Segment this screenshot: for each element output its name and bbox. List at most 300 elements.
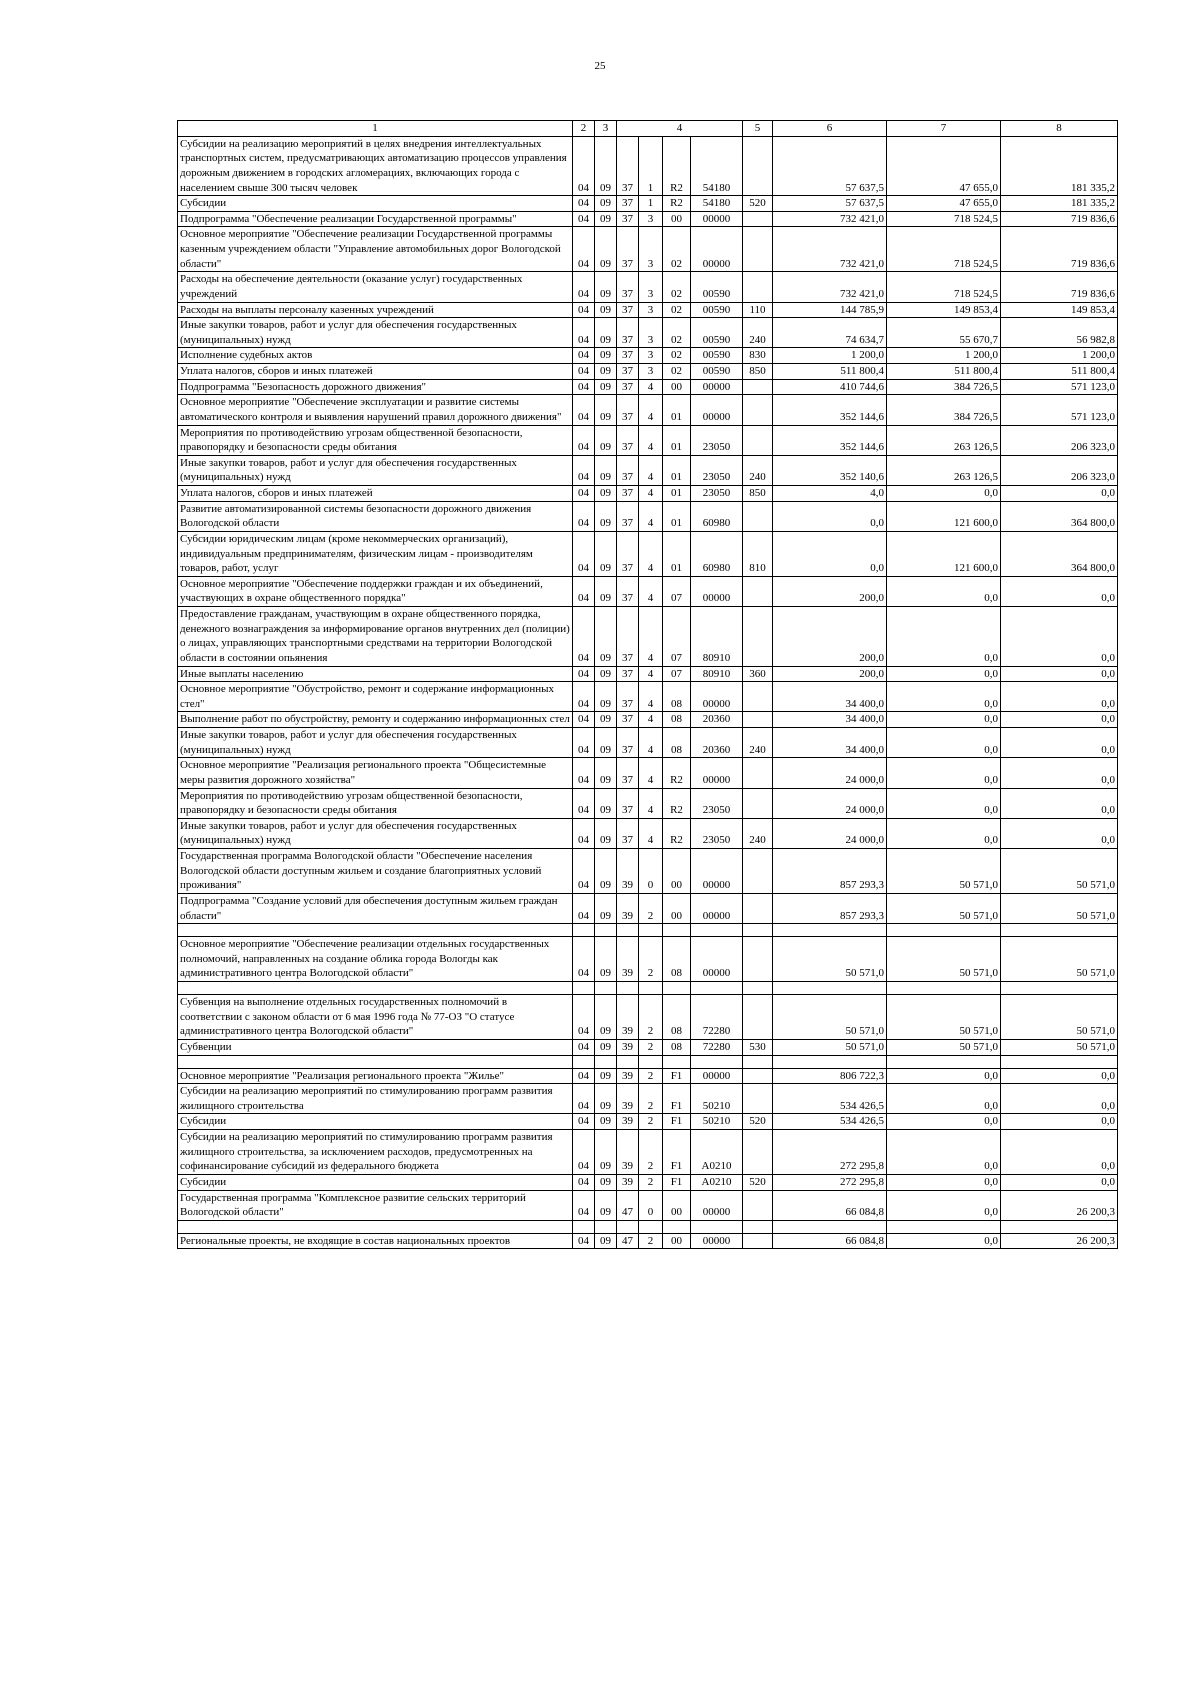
code-subsection: 09 [595,1190,617,1220]
amount-year-2: 0,0 [887,1174,1001,1190]
code-expense-type [743,501,773,531]
spacer-cell [573,924,595,937]
code-subprogram: 2 [639,1114,663,1130]
code-activity: 08 [663,1039,691,1055]
code-program: 37 [617,211,639,227]
spacer-cell [178,1220,573,1233]
row-name: Уплата налогов, сборов и иных платежей [178,486,573,502]
code-expense-type [743,995,773,1040]
code-program: 37 [617,607,639,667]
code-subprogram: 4 [639,728,663,758]
code-direction: 20360 [691,712,743,728]
code-activity: 00 [663,893,691,923]
code-subsection: 09 [595,1039,617,1055]
amount-year-1: 34 400,0 [773,682,887,712]
code-subprogram: 3 [639,272,663,302]
code-activity: 08 [663,682,691,712]
table-row [178,379,1118,395]
amount-year-2: 50 571,0 [887,849,1001,894]
code-direction: 00000 [691,682,743,712]
row-name: Расходы на выплаты персоналу казенных учреждений [178,302,573,318]
code-activity: 08 [663,728,691,758]
table-row [178,758,1118,788]
code-expense-type [743,607,773,667]
code-program: 37 [617,136,639,196]
code-subsection: 09 [595,818,617,848]
amount-year-1: 806 722,3 [773,1068,887,1084]
code-program: 39 [617,1130,639,1175]
code-subsection: 09 [595,995,617,1040]
table-row [178,211,1118,227]
amount-year-1: 410 744,6 [773,379,887,395]
amount-year-2: 0,0 [887,1068,1001,1084]
spacer-cell [573,1055,595,1068]
row-name: Основное мероприятие "Обеспечение реализации отдельных государственных полномочий, направленных на создание облика города Вологды как административного центра Вологодской области" [178,937,573,982]
code-section: 04 [573,1190,595,1220]
spacer-cell [663,1220,691,1233]
budget-table [177,120,1118,1249]
spacer-cell [773,982,887,995]
code-section: 04 [573,818,595,848]
amount-year-1: 272 295,8 [773,1130,887,1175]
code-expense-type [743,849,773,894]
code-section: 04 [573,272,595,302]
spacer-cell [773,1220,887,1233]
code-section: 04 [573,455,595,485]
code-expense-type: 360 [743,666,773,682]
amount-year-2: 0,0 [887,607,1001,667]
code-program: 37 [617,272,639,302]
code-activity: 00 [663,211,691,227]
code-activity: 01 [663,455,691,485]
amount-year-3: 0,0 [1001,1068,1118,1084]
code-section: 04 [573,318,595,348]
amount-year-1: 24 000,0 [773,758,887,788]
code-direction: 60980 [691,501,743,531]
code-activity: 00 [663,379,691,395]
code-program: 37 [617,501,639,531]
spacer-cell [178,924,573,937]
amount-year-3: 50 571,0 [1001,937,1118,982]
code-subsection: 09 [595,531,617,576]
code-subprogram: 4 [639,607,663,667]
code-subprogram: 4 [639,531,663,576]
table-row [178,666,1118,682]
amount-year-1: 272 295,8 [773,1174,887,1190]
code-section: 04 [573,501,595,531]
code-section: 04 [573,1114,595,1130]
code-direction: 54180 [691,196,743,212]
amount-year-2: 0,0 [887,666,1001,682]
table-row [178,272,1118,302]
header-col-6: 6 [773,121,887,137]
amount-year-3: 50 571,0 [1001,893,1118,923]
code-direction: 54180 [691,136,743,196]
row-name: Государственная программа "Комплексное развитие сельских территорий Вологодской области" [178,1190,573,1220]
amount-year-3: 181 335,2 [1001,136,1118,196]
amount-year-1: 0,0 [773,531,887,576]
spacer-cell [639,1220,663,1233]
code-direction: 00000 [691,211,743,227]
code-subsection: 09 [595,196,617,212]
row-name: Субсидии [178,196,573,212]
amount-year-1: 732 421,0 [773,211,887,227]
table-row [178,995,1118,1040]
amount-year-1: 200,0 [773,607,887,667]
code-section: 04 [573,849,595,894]
code-program: 37 [617,758,639,788]
amount-year-3: 50 571,0 [1001,995,1118,1040]
code-subsection: 09 [595,395,617,425]
amount-year-2: 263 126,5 [887,455,1001,485]
code-section: 04 [573,666,595,682]
table-row [178,1190,1118,1220]
table-row [178,937,1118,982]
code-section: 04 [573,395,595,425]
spacer-cell [178,1055,573,1068]
code-subprogram: 4 [639,712,663,728]
code-program: 37 [617,531,639,576]
code-subsection: 09 [595,1068,617,1084]
code-direction: 00000 [691,758,743,788]
code-subprogram: 1 [639,136,663,196]
table-row [178,712,1118,728]
code-direction: 00000 [691,395,743,425]
code-subsection: 09 [595,272,617,302]
table-row [178,788,1118,818]
code-direction: A0210 [691,1174,743,1190]
spacer-cell [639,982,663,995]
spacer-cell [691,924,743,937]
amount-year-2: 263 126,5 [887,425,1001,455]
code-section: 04 [573,425,595,455]
code-program: 39 [617,937,639,982]
code-activity: 08 [663,995,691,1040]
code-direction: 72280 [691,1039,743,1055]
spacer-cell [691,1220,743,1233]
amount-year-3: 26 200,3 [1001,1233,1118,1249]
code-direction: 00000 [691,227,743,272]
code-subsection: 09 [595,1130,617,1175]
amount-year-1: 352 144,6 [773,425,887,455]
code-section: 04 [573,302,595,318]
code-expense-type [743,395,773,425]
code-subsection: 09 [595,227,617,272]
code-activity: F1 [663,1084,691,1114]
amount-year-3: 719 836,6 [1001,227,1118,272]
code-direction: 00000 [691,1068,743,1084]
amount-year-3: 56 982,8 [1001,318,1118,348]
code-direction: 00590 [691,318,743,348]
amount-year-1: 200,0 [773,666,887,682]
spacer-cell [595,982,617,995]
table-row [178,136,1118,196]
spacer-cell [1001,924,1118,937]
amount-year-3: 719 836,6 [1001,272,1118,302]
spacer-cell [743,924,773,937]
amount-year-3: 181 335,2 [1001,196,1118,212]
amount-year-2: 50 571,0 [887,893,1001,923]
code-subprogram: 4 [639,666,663,682]
spacer-cell [573,1220,595,1233]
code-activity: 07 [663,607,691,667]
table-row [178,1130,1118,1175]
code-activity: F1 [663,1114,691,1130]
code-program: 39 [617,1174,639,1190]
code-subsection: 09 [595,666,617,682]
row-name: Иные выплаты населению [178,666,573,682]
amount-year-3: 571 123,0 [1001,395,1118,425]
amount-year-2: 0,0 [887,576,1001,606]
code-subprogram: 2 [639,937,663,982]
amount-year-1: 534 426,5 [773,1114,887,1130]
page-number: 25 [594,60,606,72]
code-direction: 50210 [691,1114,743,1130]
amount-year-2: 718 524,5 [887,227,1001,272]
amount-year-2: 511 800,4 [887,364,1001,380]
code-section: 04 [573,712,595,728]
amount-year-3: 511 800,4 [1001,364,1118,380]
code-section: 04 [573,995,595,1040]
amount-year-3: 364 800,0 [1001,531,1118,576]
table-row [178,818,1118,848]
amount-year-1: 57 637,5 [773,196,887,212]
code-direction: 00590 [691,348,743,364]
code-subsection: 09 [595,937,617,982]
code-subprogram: 3 [639,211,663,227]
code-expense-type [743,1068,773,1084]
row-name: Мероприятия по противодействию угрозам общественной безопасности, правопорядку и безопасности среды обитания [178,788,573,818]
amount-year-1: 66 084,8 [773,1190,887,1220]
amount-year-2: 47 655,0 [887,136,1001,196]
code-subprogram: 4 [639,818,663,848]
code-expense-type [743,576,773,606]
code-expense-type: 110 [743,302,773,318]
code-subsection: 09 [595,1174,617,1190]
code-subprogram: 3 [639,227,663,272]
amount-year-2: 149 853,4 [887,302,1001,318]
header-col-1: 1 [178,121,573,137]
spacer-row [178,1220,1118,1233]
amount-year-3: 0,0 [1001,1114,1118,1130]
spacer-cell [617,982,639,995]
table-row [178,364,1118,380]
table-row [178,576,1118,606]
row-name: Предоставление гражданам, участвующим в охране общественного порядка, денежного вознаграждения за информирование органов внутренних дел (полиции) о лицах, управляющих транспортными средствами на территории Вологодской области в состоянии опьянения [178,607,573,667]
code-direction: 00000 [691,937,743,982]
row-name: Основное мероприятие "Реализация регионального проекта "Жилье" [178,1068,573,1084]
code-program: 37 [617,379,639,395]
code-direction: 20360 [691,728,743,758]
amount-year-3: 0,0 [1001,682,1118,712]
amount-year-3: 1 200,0 [1001,348,1118,364]
code-activity: 07 [663,576,691,606]
amount-year-3: 571 123,0 [1001,379,1118,395]
amount-year-1: 352 140,6 [773,455,887,485]
code-activity: 02 [663,227,691,272]
header-col-2: 2 [573,121,595,137]
code-activity: 01 [663,395,691,425]
code-section: 04 [573,364,595,380]
code-subprogram: 4 [639,425,663,455]
code-section: 04 [573,1174,595,1190]
row-name: Субсидии [178,1174,573,1190]
amount-year-2: 0,0 [887,1130,1001,1175]
code-activity: F1 [663,1068,691,1084]
code-subprogram: 2 [639,893,663,923]
code-subprogram: 2 [639,995,663,1040]
table-row [178,455,1118,485]
code-expense-type: 240 [743,728,773,758]
amount-year-3: 0,0 [1001,1174,1118,1190]
table-row [178,1114,1118,1130]
code-subsection: 09 [595,302,617,318]
table-row [178,348,1118,364]
code-program: 37 [617,455,639,485]
amount-year-1: 24 000,0 [773,788,887,818]
code-activity: 07 [663,666,691,682]
code-expense-type [743,893,773,923]
code-expense-type [743,136,773,196]
code-direction: A0210 [691,1130,743,1175]
spacer-cell [595,924,617,937]
code-direction: 80910 [691,607,743,667]
spacer-cell [617,924,639,937]
amount-year-3: 364 800,0 [1001,501,1118,531]
amount-year-1: 0,0 [773,501,887,531]
table-row [178,893,1118,923]
amount-year-2: 0,0 [887,818,1001,848]
code-program: 47 [617,1233,639,1249]
table-header-row [178,121,1118,137]
code-program: 37 [617,666,639,682]
spacer-cell [691,982,743,995]
code-expense-type [743,1130,773,1175]
code-section: 04 [573,348,595,364]
amount-year-3: 0,0 [1001,486,1118,502]
amount-year-2: 55 670,7 [887,318,1001,348]
row-name: Развитие автоматизированной системы безопасности дорожного движения Вологодской области [178,501,573,531]
table-row [178,1068,1118,1084]
spacer-cell [663,1055,691,1068]
row-name: Основное мероприятие "Обустройство, ремонт и содержание информационных стел" [178,682,573,712]
row-name: Основное мероприятие "Обеспечение поддержки граждан и их объединений, участвующих в охране общественного порядка" [178,576,573,606]
code-expense-type [743,937,773,982]
header-col-5: 5 [743,121,773,137]
row-name: Субсидии на реализацию мероприятий по стимулированию программ развития жилищного строительства [178,1084,573,1114]
row-name: Субвенции [178,1039,573,1055]
row-name: Субсидии на реализацию мероприятий в целях внедрения интеллектуальных транспортных систем, предусматривающих автоматизацию процессов управления дорожным движением в городских агломерациях, включающих города с населением свыше 300 тысяч человек [178,136,573,196]
amount-year-3: 50 571,0 [1001,849,1118,894]
code-subprogram: 4 [639,395,663,425]
amount-year-1: 511 800,4 [773,364,887,380]
amount-year-1: 74 634,7 [773,318,887,348]
row-name: Субсидии на реализацию мероприятий по стимулированию программ развития жилищного строительства, за исключением расходов, предусмотренных на софинансирование субсидий из федерального бюджета [178,1130,573,1175]
code-direction: 50210 [691,1084,743,1114]
code-subsection: 09 [595,501,617,531]
amount-year-2: 718 524,5 [887,211,1001,227]
code-activity: F1 [663,1130,691,1175]
amount-year-3: 0,0 [1001,1130,1118,1175]
code-direction: 60980 [691,531,743,576]
code-section: 04 [573,728,595,758]
amount-year-2: 121 600,0 [887,501,1001,531]
spacer-cell [1001,1055,1118,1068]
code-subsection: 09 [595,758,617,788]
row-name: Подпрограмма "Безопасность дорожного движения" [178,379,573,395]
code-program: 39 [617,893,639,923]
code-program: 37 [617,196,639,212]
spacer-cell [1001,982,1118,995]
code-subprogram: 2 [639,1130,663,1175]
amount-year-3: 206 323,0 [1001,425,1118,455]
table-row [178,196,1118,212]
spacer-cell [639,1055,663,1068]
row-name: Субвенция на выполнение отдельных государственных полномочий в соответствии с законом области от 6 мая 1996 года № 77-ОЗ "О статусе административного центра Вологодской области" [178,995,573,1040]
code-program: 37 [617,302,639,318]
spacer-cell [595,1055,617,1068]
code-program: 37 [617,576,639,606]
header-col-7: 7 [887,121,1001,137]
row-name: Уплата налогов, сборов и иных платежей [178,364,573,380]
code-subprogram: 4 [639,788,663,818]
code-program: 37 [617,395,639,425]
row-name: Иные закупки товаров, работ и услуг для обеспечения государственных (муниципальных) нужд [178,455,573,485]
spacer-cell [617,1220,639,1233]
amount-year-2: 0,0 [887,712,1001,728]
amount-year-3: 0,0 [1001,576,1118,606]
code-subsection: 09 [595,682,617,712]
spacer-cell [639,924,663,937]
row-name: Иные закупки товаров, работ и услуг для обеспечения государственных (муниципальных) нужд [178,728,573,758]
spacer-cell [663,982,691,995]
table-row [178,1084,1118,1114]
code-expense-type [743,758,773,788]
code-section: 04 [573,607,595,667]
code-section: 04 [573,196,595,212]
code-program: 39 [617,1039,639,1055]
row-name: Региональные проекты, не входящие в состав национальных проектов [178,1233,573,1249]
row-name: Основное мероприятие "Реализация регионального проекта "Общесистемные меры развития дорожного хозяйства" [178,758,573,788]
code-subprogram: 0 [639,1190,663,1220]
table-row [178,227,1118,272]
spacer-cell [743,1055,773,1068]
amount-year-2: 50 571,0 [887,1039,1001,1055]
amount-year-2: 384 726,5 [887,379,1001,395]
code-activity: R2 [663,196,691,212]
amount-year-3: 719 836,6 [1001,211,1118,227]
code-program: 47 [617,1190,639,1220]
code-expense-type [743,712,773,728]
row-name: Расходы на обеспечение деятельности (оказание услуг) государственных учреждений [178,272,573,302]
amount-year-2: 0,0 [887,1190,1001,1220]
spacer-cell [178,982,573,995]
code-expense-type: 850 [743,486,773,502]
code-section: 04 [573,379,595,395]
code-subprogram: 3 [639,302,663,318]
code-subsection: 09 [595,1114,617,1130]
code-direction: 23050 [691,486,743,502]
code-subsection: 09 [595,425,617,455]
code-subsection: 09 [595,486,617,502]
table-row [178,395,1118,425]
code-activity: R2 [663,758,691,788]
code-subsection: 09 [595,318,617,348]
amount-year-2: 718 524,5 [887,272,1001,302]
amount-year-1: 34 400,0 [773,712,887,728]
table-row [178,318,1118,348]
code-section: 04 [573,1233,595,1249]
